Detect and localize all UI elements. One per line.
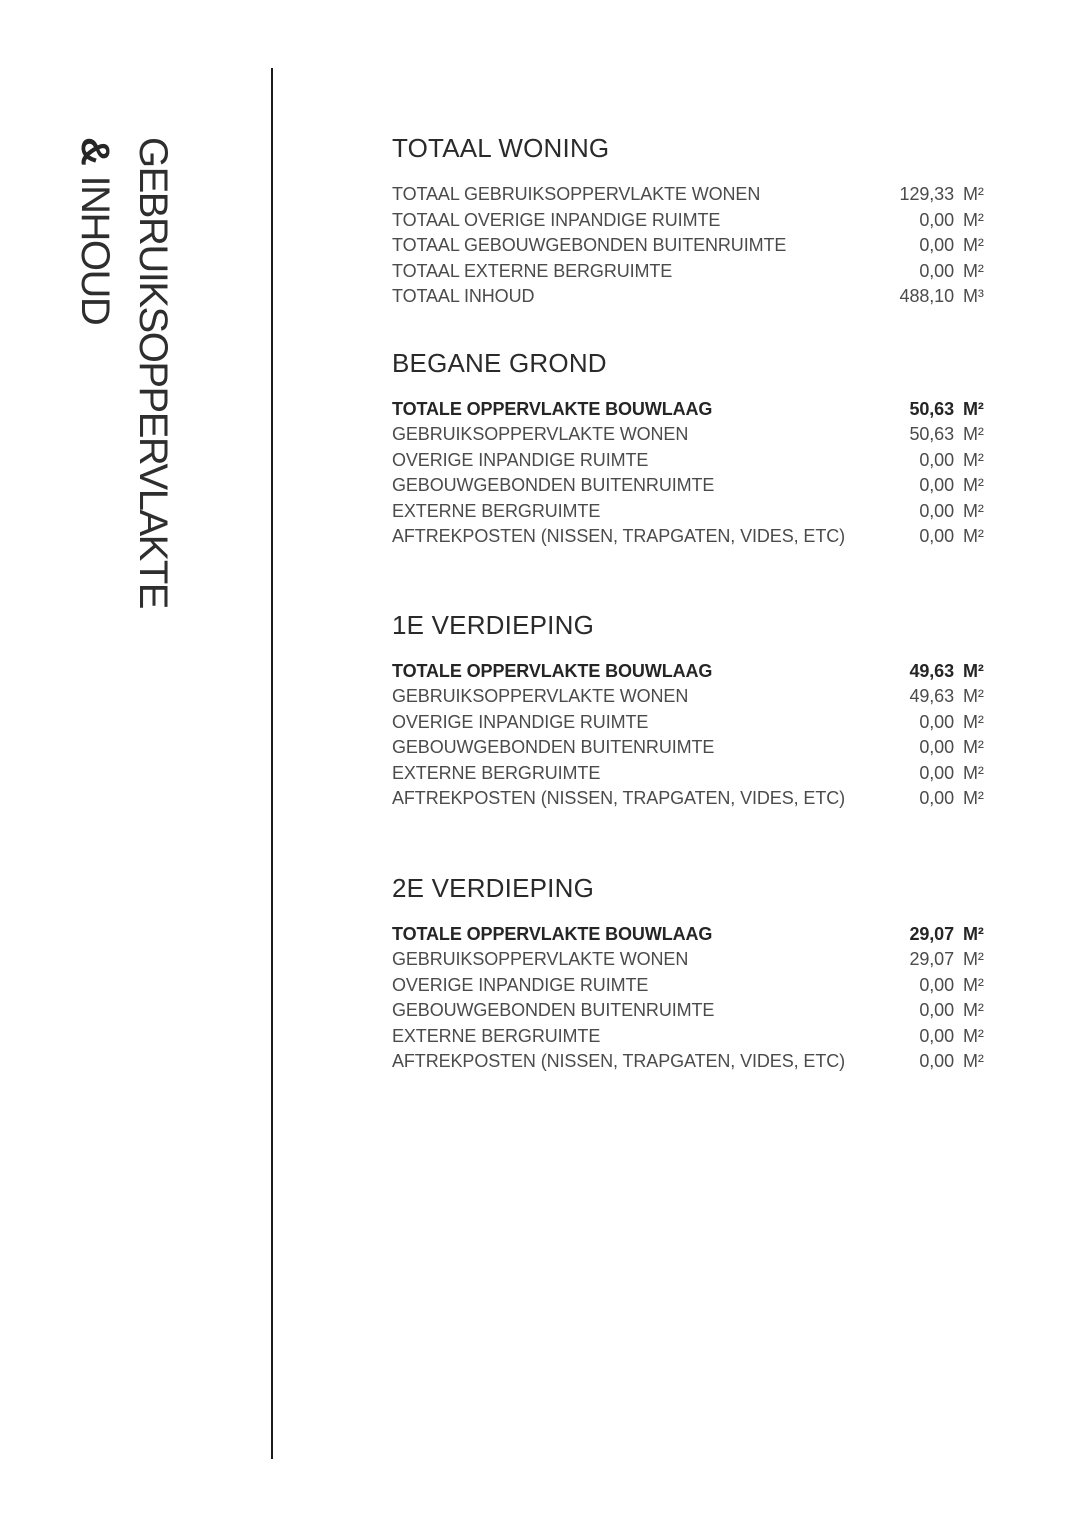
section-title: 2E VERDIEPING (392, 872, 594, 903)
row-unit: M² (963, 1025, 984, 1046)
row-value: 0,00 (919, 974, 954, 995)
row-label: TOTALE OPPERVLAKTE BOUWLAAG (392, 660, 713, 681)
row-label: TOTALE OPPERVLAKTE BOUWLAAG (392, 398, 713, 419)
row-label: GEBOUWGEBONDEN BUITENRUIMTE (392, 475, 715, 495)
table-row (392, 284, 988, 310)
section-begane-grond (392, 348, 988, 550)
table-row (392, 524, 988, 550)
row-value: 0,00 (919, 1000, 954, 1020)
section-title: TOTAAL WONING (392, 133, 610, 163)
section-totaal-woning (392, 133, 988, 310)
table-row (392, 422, 988, 448)
row-label: AFTREKPOSTEN (NISSEN, TRAPGATEN, VIDES, ETC) (392, 788, 846, 808)
table-row (392, 499, 988, 525)
table-row (392, 973, 988, 999)
row-label: GEBOUWGEBONDEN BUITENRUIMTE (392, 737, 715, 757)
table-row (392, 233, 988, 259)
table-row (392, 1049, 988, 1075)
row-value: 0,00 (919, 737, 954, 757)
page-vertical-title (62, 137, 182, 677)
row-value: 0,00 (919, 1051, 954, 1071)
table-row (392, 1024, 988, 1050)
row-value: 29,07 (909, 949, 954, 969)
table-row-total (392, 922, 988, 948)
vertical-title-line1: GEBRUIKSOPPERVLAKTE (131, 137, 175, 608)
row-unit: M² (963, 1051, 984, 1071)
row-unit: M² (963, 184, 984, 204)
row-unit: M² (963, 923, 984, 944)
row-unit: M² (963, 449, 984, 470)
row-label: TOTAAL OVERIGE INPANDIGE RUIMTE (392, 209, 721, 230)
row-label: TOTALE OPPERVLAKTE BOUWLAAG (392, 923, 713, 944)
row-label: AFTREKPOSTEN (NISSEN, TRAPGATEN, VIDES, ETC) (392, 526, 846, 546)
row-value: 0,00 (919, 762, 954, 783)
row-value: 129,33 (899, 184, 954, 204)
row-unit: M² (963, 762, 984, 783)
row-value: 0,00 (919, 260, 954, 281)
table-row (392, 473, 988, 499)
row-label: OVERIGE INPANDIGE RUIMTE (392, 711, 649, 732)
row-value: 0,00 (919, 500, 954, 521)
table-row (392, 947, 988, 973)
table-row (392, 684, 988, 710)
row-label: AFTREKPOSTEN (NISSEN, TRAPGATEN, VIDES, ETC) (392, 1051, 846, 1071)
row-value: 488,10 (899, 286, 954, 306)
row-value: 0,00 (919, 526, 954, 546)
row-label: TOTAAL INHOUD (392, 286, 535, 306)
row-label: OVERIGE INPANDIGE RUIMTE (392, 449, 649, 470)
row-label: TOTAAL EXTERNE BERGRUIMTE (392, 260, 673, 281)
row-value: 0,00 (919, 475, 954, 495)
row-value: 0,00 (919, 788, 954, 808)
row-value: 49,63 (909, 660, 954, 681)
row-label: GEBRUIKSOPPERVLAKTE WONEN (392, 949, 689, 969)
row-label: EXTERNE BERGRUIMTE (392, 500, 601, 521)
row-value: 29,07 (909, 923, 954, 944)
vertical-title-line2-text: INHOUD (73, 175, 117, 325)
row-label: OVERIGE INPANDIGE RUIMTE (392, 974, 649, 995)
table-row (392, 786, 988, 812)
table-row-total (392, 397, 988, 423)
row-unit: M² (963, 526, 984, 546)
row-label: EXTERNE BERGRUIMTE (392, 1025, 601, 1046)
section-rows (392, 659, 988, 812)
row-label: GEBRUIKSOPPERVLAKTE WONEN (392, 424, 689, 444)
section-2e-verdieping (392, 873, 988, 1075)
section-title: BEGANE GROND (392, 347, 607, 378)
row-label: EXTERNE BERGRUIMTE (392, 762, 601, 783)
row-value: 0,00 (919, 449, 954, 470)
row-unit: M² (963, 424, 984, 444)
row-value: 50,63 (909, 424, 954, 444)
row-unit: M² (963, 398, 984, 419)
row-unit: M² (963, 660, 984, 681)
row-unit: M² (963, 949, 984, 969)
row-label: TOTAAL GEBOUWGEBONDEN BUITENRUIMTE (392, 235, 787, 255)
vertical-title-line2 (66, 137, 124, 677)
row-unit: M² (963, 260, 984, 281)
section-title: 1E VERDIEPING (392, 609, 594, 640)
row-value: 0,00 (919, 711, 954, 732)
row-unit: M² (963, 711, 984, 732)
measurements-content (392, 133, 988, 1075)
row-label: GEBRUIKSOPPERVLAKTE WONEN (392, 686, 689, 706)
vertical-divider-line (271, 68, 273, 1459)
row-unit: M² (963, 209, 984, 230)
row-value: 0,00 (919, 209, 954, 230)
row-unit: M³ (963, 286, 984, 306)
section-rows (392, 922, 988, 1075)
table-row (392, 259, 988, 285)
row-unit: M² (963, 235, 984, 255)
section-1e-verdieping (392, 610, 988, 812)
section-rows (392, 397, 988, 550)
row-unit: M² (963, 686, 984, 706)
table-row (392, 182, 988, 208)
row-value: 50,63 (909, 398, 954, 419)
table-row (392, 448, 988, 474)
table-row-total (392, 659, 988, 685)
table-row (392, 710, 988, 736)
row-label: TOTAAL GEBRUIKSOPPERVLAKTE WONEN (392, 184, 761, 204)
row-unit: M² (963, 475, 984, 495)
row-label: GEBOUWGEBONDEN BUITENRUIMTE (392, 1000, 715, 1020)
table-row (392, 208, 988, 234)
row-unit: M² (963, 500, 984, 521)
row-unit: M² (963, 788, 984, 808)
row-unit: M² (963, 737, 984, 757)
row-value: 0,00 (919, 235, 954, 255)
section-rows (392, 182, 988, 310)
ampersand: & (73, 137, 117, 166)
table-row (392, 735, 988, 761)
table-row (392, 998, 988, 1024)
table-row (392, 761, 988, 787)
row-unit: M² (963, 1000, 984, 1020)
row-value: 49,63 (909, 686, 954, 706)
row-unit: M² (963, 974, 984, 995)
row-value: 0,00 (919, 1025, 954, 1046)
